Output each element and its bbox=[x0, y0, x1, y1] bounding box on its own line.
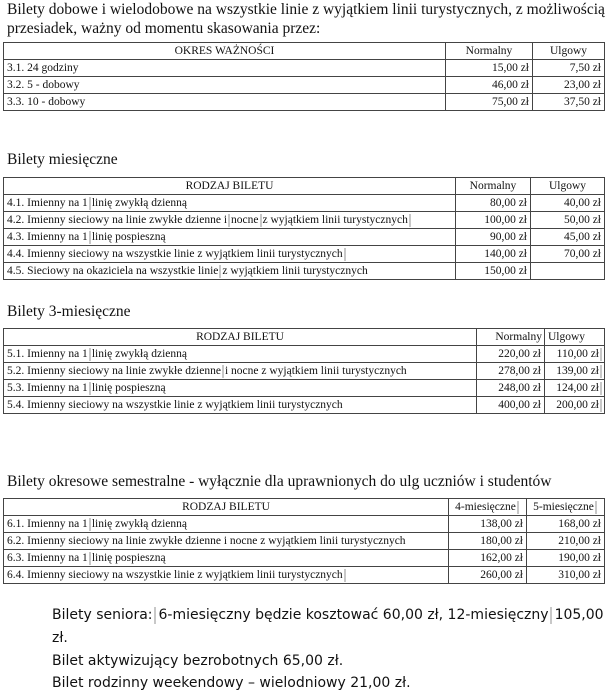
note-text: 6-miesięczny będzie kosztować 60,00 zł, 12-miesięczny bbox=[158, 607, 549, 623]
ticket-name-part: linię pospieszną bbox=[91, 382, 166, 394]
ticket-name bbox=[4, 195, 456, 212]
price-5-month: 190,00 zł bbox=[527, 550, 605, 567]
column-header: Ulgowy bbox=[531, 178, 605, 195]
table-row bbox=[4, 212, 605, 229]
column-header: Ulgowy bbox=[545, 329, 605, 346]
price-value: 124,00 zł bbox=[556, 382, 599, 394]
table-row bbox=[4, 263, 605, 280]
text-marker bbox=[89, 552, 91, 565]
text-marker bbox=[600, 365, 602, 378]
text-marker bbox=[89, 197, 91, 210]
ticket-name-part: linię zwykłą dzienną bbox=[91, 348, 187, 360]
ticket-name-part: nocne bbox=[231, 214, 259, 226]
section3-heading: Bilety 3-miesięczne bbox=[7, 303, 131, 320]
price-reduced: 7,50 zł bbox=[533, 60, 605, 77]
price-normal: 400,00 zł bbox=[477, 397, 545, 414]
price-reduced bbox=[531, 263, 605, 280]
ticket-name-part: 4.5. Sieciowy na okaziciela na wszystkie linie bbox=[7, 265, 219, 277]
ticket-name bbox=[4, 246, 456, 263]
column-header: Ulgowy bbox=[533, 43, 605, 60]
ticket-name bbox=[4, 567, 449, 584]
ticket-name bbox=[4, 550, 449, 567]
ticket-name bbox=[4, 212, 456, 229]
table-row bbox=[4, 94, 605, 111]
price-4-month: 138,00 zł bbox=[449, 516, 527, 533]
table-monthly-tickets bbox=[3, 177, 605, 280]
price-normal: 80,00 zł bbox=[456, 195, 531, 212]
text-marker bbox=[89, 348, 91, 361]
column-header-text: 4-miesięczne bbox=[455, 501, 516, 513]
table-header-row bbox=[4, 329, 605, 346]
column-header: Normalny bbox=[456, 178, 531, 195]
ticket-name-part: 4.4. Imienny sieciowy na wszystkie linie z wyjątkiem linii turystycznych bbox=[7, 248, 343, 260]
column-header: Normalny bbox=[477, 329, 545, 346]
price-reduced: 45,00 zł bbox=[531, 229, 605, 246]
table-row bbox=[4, 363, 605, 380]
price-normal: 15,00 zł bbox=[446, 60, 533, 77]
ticket-name: 3.3. 10 - dobowy bbox=[4, 94, 446, 111]
table-row bbox=[4, 516, 605, 533]
table-3month-tickets bbox=[3, 328, 605, 414]
text-marker bbox=[89, 231, 91, 244]
column-header: OKRES WAŻNOŚCI bbox=[4, 43, 446, 60]
ticket-name bbox=[4, 363, 477, 380]
text-marker bbox=[595, 501, 597, 514]
price-reduced: 70,00 zł bbox=[531, 246, 605, 263]
ticket-name-part: 5.3. Imienny na 1 bbox=[7, 382, 88, 394]
price-normal: 46,00 zł bbox=[446, 77, 533, 94]
note-text: 105,00 bbox=[554, 607, 604, 623]
text-marker bbox=[600, 382, 602, 395]
price-normal: 278,00 zł bbox=[477, 363, 545, 380]
ticket-name-part: z wyjątkiem linii turystycznych bbox=[262, 214, 408, 226]
price-4-month: 180,00 zł bbox=[449, 533, 527, 550]
text-marker bbox=[344, 248, 346, 261]
text-marker bbox=[600, 399, 602, 412]
column-header: RODZAJ BILETU bbox=[4, 499, 449, 516]
section1-heading-line1: Bilety dobowe i wielodobowe na wszystkie linie z wyjątkiem linii turystycznych, z możliwością bbox=[7, 1, 605, 18]
text-marker bbox=[344, 569, 346, 582]
family-ticket-note: Bilet rodzinny weekendowy – wielodniowy 21,00 zł. bbox=[52, 675, 411, 691]
price-reduced: 23,00 zł bbox=[533, 77, 605, 94]
price-normal: 248,00 zł bbox=[477, 380, 545, 397]
ticket-name-part: 6.4. Imienny sieciowy na wszystkie linie z wyjątkiem linii turystycznych bbox=[7, 569, 343, 581]
price-5-month: 310,00 zł bbox=[527, 567, 605, 584]
column-header: Normalny bbox=[446, 43, 533, 60]
section2-heading: Bilety miesięczne bbox=[7, 151, 118, 168]
price-normal: 150,00 zł bbox=[456, 263, 531, 280]
price-normal: 140,00 zł bbox=[456, 246, 531, 263]
table-header-row bbox=[4, 178, 605, 195]
ticket-name-part: linię pospieszną bbox=[91, 231, 166, 243]
price-5-month: 168,00 zł bbox=[527, 516, 605, 533]
ticket-name bbox=[4, 263, 456, 280]
ticket-name-part: linię zwykłą dzienną bbox=[91, 197, 187, 209]
ticket-name-part: 4.1. Imienny na 1 bbox=[7, 197, 88, 209]
price-5-month: 210,00 zł bbox=[527, 533, 605, 550]
ticket-name-part: 4.2. Imienny sieciowy na linie zwykłe dzienne i bbox=[7, 214, 228, 226]
price-4-month: 260,00 zł bbox=[449, 567, 527, 584]
table-row bbox=[4, 567, 605, 584]
price-normal: 75,00 zł bbox=[446, 94, 533, 111]
section1-heading-line2: przesiadek, ważny od momentu skasowania przez: bbox=[7, 20, 321, 37]
text-marker bbox=[600, 348, 602, 361]
price-reduced bbox=[545, 363, 605, 380]
column-header-text: 5-miesięczne bbox=[533, 501, 594, 513]
ticket-name bbox=[4, 380, 477, 397]
column-header bbox=[449, 499, 527, 516]
table-semester-tickets bbox=[3, 498, 605, 584]
price-value: 200,00 zł bbox=[556, 399, 599, 411]
text-marker bbox=[154, 607, 156, 624]
ticket-name-part: 6.1. Imienny na 1 bbox=[7, 518, 88, 530]
senior-ticket-note-continued: zł. bbox=[52, 630, 68, 646]
price-value: 139,00 zł bbox=[556, 365, 599, 377]
price-reduced bbox=[545, 380, 605, 397]
ticket-name-part: 6.3. Imienny na 1 bbox=[7, 552, 88, 564]
note-text: Bilety seniora: bbox=[52, 607, 153, 623]
table-row bbox=[4, 397, 605, 414]
price-4-month: 162,00 zł bbox=[449, 550, 527, 567]
table-header-row bbox=[4, 499, 605, 516]
text-marker bbox=[228, 214, 230, 227]
section4-heading: Bilety okresowe semestralne - wyłącznie dla uprawnionych do ulg uczniów i studentów bbox=[7, 473, 552, 490]
table-row bbox=[4, 346, 605, 363]
column-header: RODZAJ BILETU bbox=[4, 178, 456, 195]
ticket-name-part: 5.2. Imienny sieciowy na linie zwykłe dzienne bbox=[7, 365, 221, 377]
price-reduced: 37,50 zł bbox=[533, 94, 605, 111]
ticket-name: 3.2. 5 - dobowy bbox=[4, 77, 446, 94]
price-reduced: 40,00 zł bbox=[531, 195, 605, 212]
table-daily-tickets bbox=[3, 42, 605, 111]
ticket-name: 6.2. Imienny sieciowy na linie zwykłe dzienne i nocne z wyjątkiem linii turystycznych bbox=[4, 533, 449, 550]
table-row bbox=[4, 550, 605, 567]
ticket-name-part: linię pospieszną bbox=[91, 552, 166, 564]
price-reduced bbox=[545, 346, 605, 363]
table-row bbox=[4, 246, 605, 263]
ticket-name bbox=[4, 346, 477, 363]
ticket-name-part: 5.1. Imienny na 1 bbox=[7, 348, 88, 360]
column-header: RODZAJ BILETU bbox=[4, 329, 477, 346]
table-row bbox=[4, 380, 605, 397]
text-marker bbox=[550, 607, 552, 624]
unemployed-ticket-note: Bilet aktywizujący bezrobotnych 65,00 zł. bbox=[52, 653, 344, 669]
ticket-name-part: z wyjątkiem linii turystycznych bbox=[222, 265, 368, 277]
senior-ticket-note bbox=[52, 604, 604, 626]
table-row bbox=[4, 77, 605, 94]
price-value: 110,00 zł bbox=[556, 348, 599, 360]
ticket-name: 5.4. Imienny sieciowy na wszystkie linie z wyjątkiem linii turystycznych bbox=[4, 397, 477, 414]
price-reduced: 50,00 zł bbox=[531, 212, 605, 229]
text-marker bbox=[260, 214, 262, 227]
text-marker bbox=[222, 365, 224, 378]
column-header bbox=[527, 499, 605, 516]
table-row bbox=[4, 60, 605, 77]
ticket-name bbox=[4, 516, 449, 533]
price-reduced bbox=[545, 397, 605, 414]
table-header-row bbox=[4, 43, 605, 60]
ticket-name-part: 4.3. Imienny na 1 bbox=[7, 231, 88, 243]
ticket-name: 3.1. 24 godziny bbox=[4, 60, 446, 77]
ticket-name-part: i nocne z wyjątkiem linii turystycznych bbox=[224, 365, 407, 377]
ticket-name-part: linię zwykłą dzienną bbox=[91, 518, 187, 530]
text-marker bbox=[89, 382, 91, 395]
table-row bbox=[4, 229, 605, 246]
ticket-name bbox=[4, 229, 456, 246]
price-normal: 90,00 zł bbox=[456, 229, 531, 246]
price-normal: 100,00 zł bbox=[456, 212, 531, 229]
table-row bbox=[4, 195, 605, 212]
text-marker bbox=[517, 501, 519, 514]
text-marker bbox=[409, 214, 411, 227]
text-marker bbox=[89, 518, 91, 531]
table-row bbox=[4, 533, 605, 550]
price-normal: 220,00 zł bbox=[477, 346, 545, 363]
